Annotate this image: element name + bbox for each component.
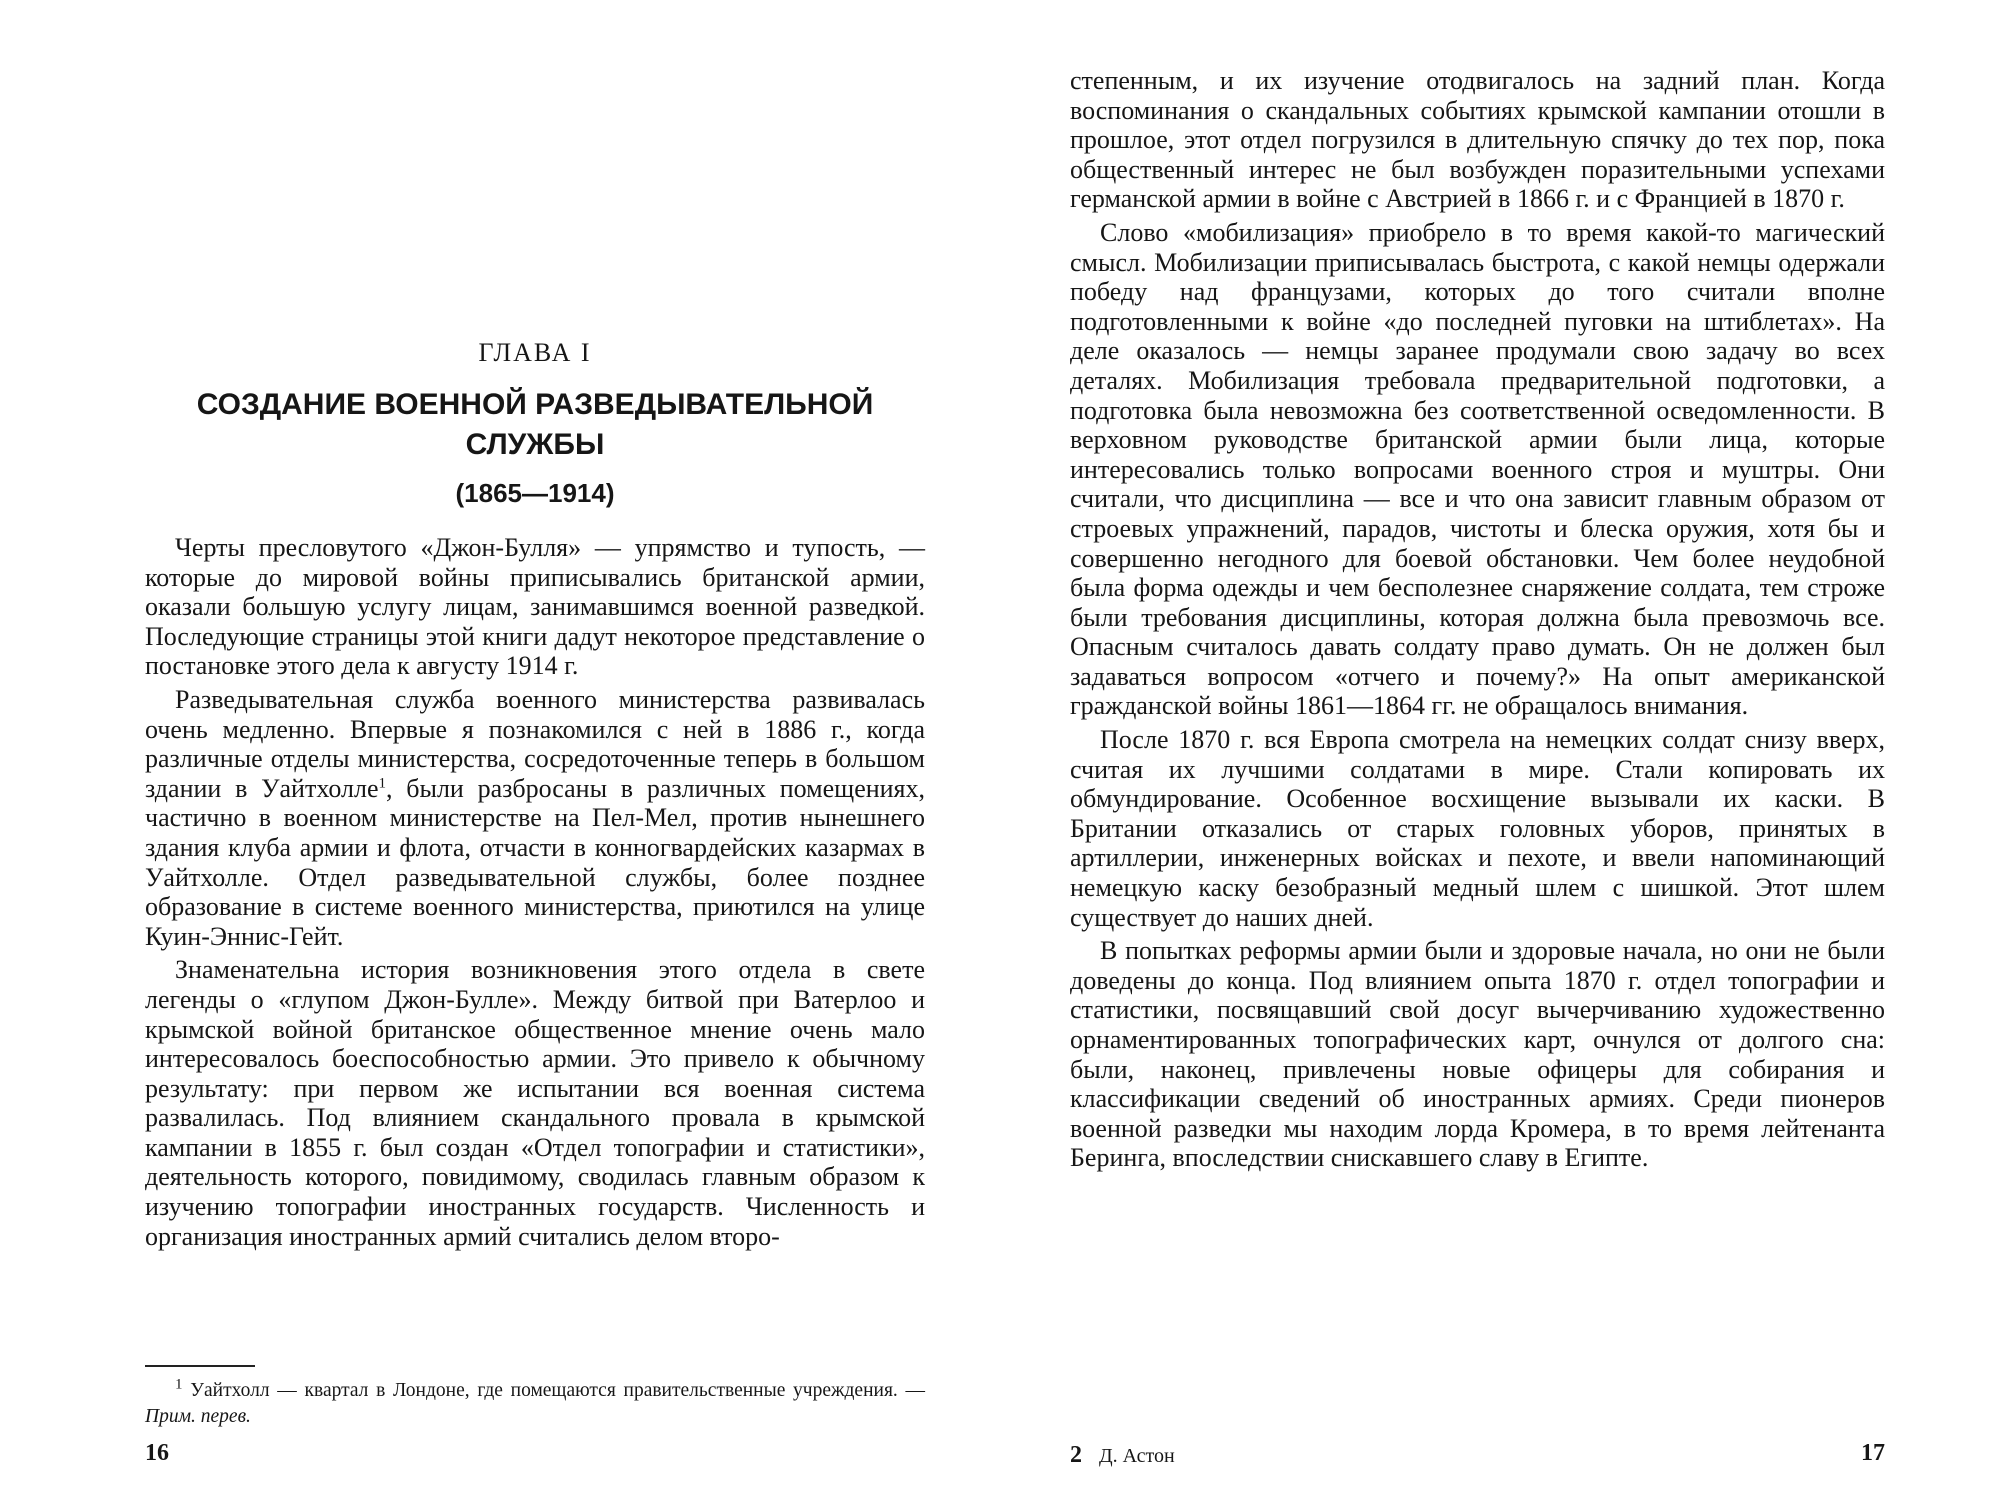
footnote-rule <box>145 1365 255 1367</box>
footnote-note: Прим. перев. <box>145 1406 251 1427</box>
paragraph: В попытках реформы армии были и здоровые начала, но они не были доведены до конца. Под влиянием опыта 1870 г. отдел топографии и статистики, посвящавший свой досуг вычерчиванию художественно орнаментированных топографических карт, очнулся от долгого сна: были, наконец, привлечены новые офицеры для собирания и классификации сведений об иностранных армиях. Среди пионеров военной разведки мы находим лорда Кромера, в то время лейтенанта Беринга, впоследствии снискавшего славу в Египте. <box>1070 936 1885 1173</box>
paragraph-text: Разведывательная служба военного министерства развивалась очень медленно. Впервые я познакомился с ней в 1886 г., когда различные отделы министерства, сосредоточенные теперь в большом здании в Уайтхолле <box>145 684 925 803</box>
chapter-title-line: СОЗДАНИЕ ВОЕННОЙ РАЗВЕДЫВАТЕЛЬНОЙ <box>196 388 874 421</box>
footnote <box>145 1378 925 1430</box>
paragraph: Разведывательная служба военного министерства развивалась очень медленно. Впервые я познакомился с ней в 1886 г., когда различные отделы министерства, сосредоточенные теперь в большом здании в Уайтхолле$^1$, были разбросаны в различных помещениях, частично в военном министерстве на Пел-Мел, против нынешнего здания клуба армии и флота, отчасти в конногвардейских казармах в Уайтхолле. Отдел разведывательной службы, более позднее образование в системе военного министерства, приютился на улице Куин-Эннис-Гейт. <box>145 684 926 951</box>
signature-author: Д. Астон <box>1099 1445 1175 1467</box>
paragraph: Черты пресловутого «Джон-Булля» — упрямство и тупость, — которые до мировой войны приписывались британской армии, оказали большую услугу лицам, занимавшимся военной разведкой. Последующие страницы этой книги дадут некоторое представление о постановке этого дела к августу 1914 г. <box>145 533 925 681</box>
right-body-text <box>1070 66 1885 1177</box>
right-page <box>1070 0 1885 1512</box>
paragraph: степенным, и их изучение отодвигалось на задний план. Когда воспоминания о скандальных событиях крымской кампании отошли в прошлое, этот отдел погрузился в длительную спячку до тех пор, пока общественный интерес не был возбужден поразительными успехами германской армии в войне с Австрией в 1866 г. и с Францией в 1870 г. <box>1070 66 1885 214</box>
left-page <box>145 0 925 1512</box>
paragraph-text: были разбросаны в различных помещениях, частично в военном министерстве на Пел-Мел, против нынешнего здания клуба армии и флота, отчасти в конногвардейских казармах в Уайтхолле. Отдел разведывательной службы, более позднее образование в системе военного министерства, приютился на улице Куин-Эннис-Гейт. <box>145 773 926 951</box>
footnote-text: Уайтхолл — квартал в Лондоне, где помещаются правительственные учреждения. — <box>190 1380 925 1401</box>
chapter-title-line: СЛУЖБЫ <box>465 428 605 461</box>
paragraph: После 1870 г. вся Европа смотрела на немецких солдат снизу вверх, считая их лучшими солдатами в мире. Стали копировать их обмундирование. Особенное восхищение вызывали их каски. В Британии отказались от старых головных уборов, принятых в артиллерии, инженерных войсках и пехоте, и ввели напоминающий немецкую каску безобразный медный шлем с шишкой. Этот шлем существует до наших дней. <box>1070 725 1885 932</box>
signature-number: 2 <box>1070 1442 1082 1468</box>
page-number: 16 <box>145 1440 169 1466</box>
left-body-text <box>145 533 925 1255</box>
printer-signature <box>1070 1442 1175 1469</box>
footnote-reference: 1 <box>378 775 386 792</box>
paragraph: Слово «мобилизация» приобрело в то время какой-то магический смысл. Мобилизации приписывалась быстрота, с какой немцы одержали победу над французами, которых до того считали вполне подготовленными к войне «до последней пуговки на штиблетах». На деле оказалось — немцы заранее продумали свою задачу во всех деталях. Мобилизация требовала предварительной подготовки, а подготовка была невозможна без соответственной осведомленности. В верховном руководстве британской армии были лица, которые интересовались только вопросами военного строя и муштры. Они считали, что дисциплина — все и что она зависит главным образом от строевых упражнений, парадов, чистоты и блеска оружия, хотя бы и совершенно негодного для боевой обстановки. Чем более неудобной была форма одежды и чем бесполезнее снаряжение солдата, тем строже были требования дисциплины, которая должна была превозмочь все. Опасным считалось давать солдату право думать. Он не должен был задаваться вопросом «отчего и почему?» На опыт американской гражданской войны 1861—1864 гг. не обращалось внимания. <box>1070 217 1885 721</box>
chapter-years: (1865—1914) <box>455 478 615 508</box>
chapter-label: ГЛАВА I <box>478 338 592 367</box>
footnote-marker: 1 <box>175 1376 183 1393</box>
chapter-title <box>145 385 925 465</box>
page-number: 17 <box>1861 1440 1885 1466</box>
paragraph: Знаменательна история возникновения этого отдела в свете легенды о «глупом Джон-Булле». Между битвой при Ватерлоо и крымской войной британское общественное мнение очень мало интересовалось боеспособностью армии. Это привело к обычному результату: при первом же испытании вся военная система развалилась. Под влиянием скандального провала в крымской кампании в 1855 г. был создан «Отдел топографии и статистики», деятельность которого, повидимому, сводилась главным образом к изучению топографии иностранных государств. Численность и организация иностранных армий считались делом второ- <box>145 955 925 1251</box>
